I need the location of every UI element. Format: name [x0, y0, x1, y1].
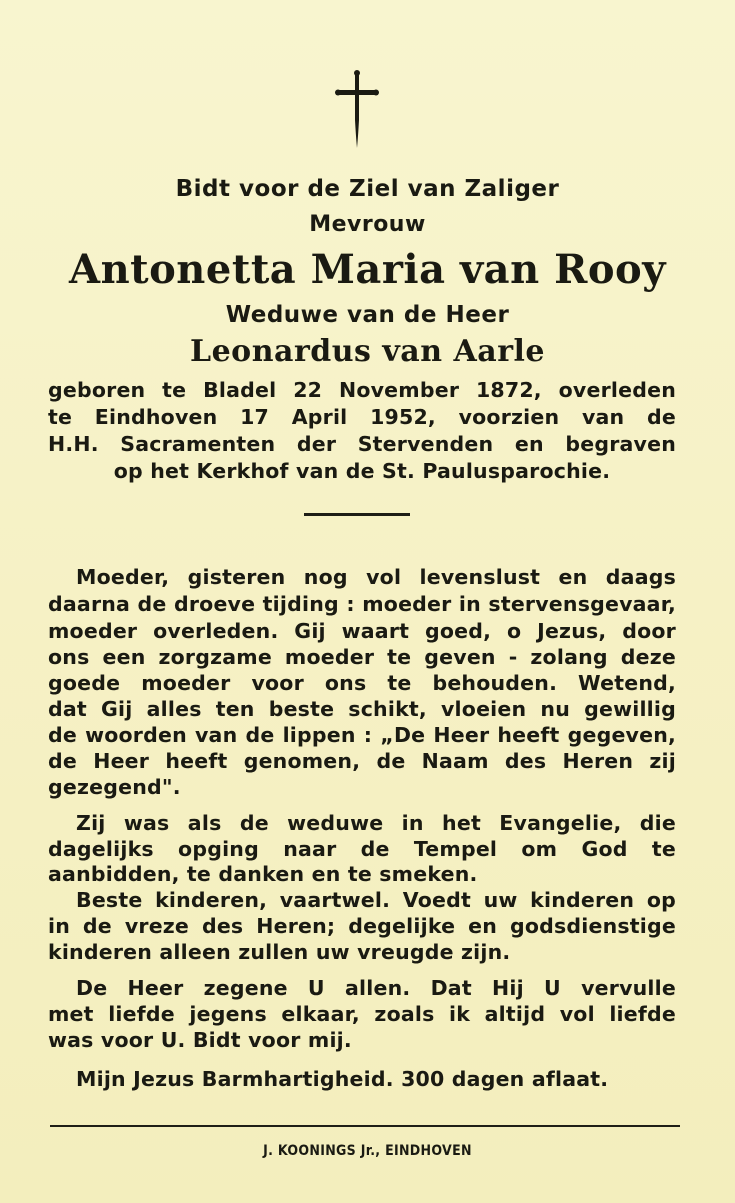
text-line: met liefde jegens elkaar, zoals ik altijd vol liefde — [48, 1002, 676, 1026]
text-line: in de vreze des Heren; degelijke en godsdienstige — [48, 914, 676, 938]
husband-name: Leonardus van Aarle — [190, 334, 545, 369]
relation-text: Weduwe van de Heer — [225, 302, 510, 328]
text-line: Zij was als de weduwe in het Evangelie, die — [76, 811, 676, 835]
divider — [304, 513, 410, 516]
text-line: kinderen alleen zullen uw vreugde zijn. — [48, 940, 511, 964]
text-line: dat Gij alles ten beste schikt, vloeien nu gewillig — [48, 697, 676, 721]
text-line: Moeder, gisteren nog vol levenslust en daags — [76, 565, 676, 589]
text-line: Mijn Jezus Barmhartigheid. 300 dagen aflaat. — [76, 1067, 609, 1091]
text-line: de Heer heeft genomen, de Naam des Heren zij — [48, 749, 676, 773]
text-line: aanbidden, te danken en te smeken. — [48, 862, 478, 886]
bio-line: op het Kerkhof van de St. Paulusparochie. — [113, 459, 611, 483]
bio-line: geboren te Bladel 22 November 1872, overleden — [48, 378, 676, 402]
text-line: daarna de droeve tijding : moeder in stervensgevaar, — [48, 592, 676, 616]
text-line: dagelijks opging naar de Tempel om God te — [48, 837, 676, 861]
text-line: moeder overleden. Gij waart goed, o Jezus, door — [48, 619, 676, 643]
bio-line: te Eindhoven 17 April 1952, voorzien van de — [48, 405, 676, 429]
footer-divider — [50, 1125, 680, 1127]
text-line: was voor U. Bidt voor mij. — [48, 1028, 352, 1052]
deceased-name: Antonetta Maria van Rooy — [69, 246, 666, 293]
text-line: De Heer zegene U allen. Dat Hij U vervulle — [76, 976, 676, 1000]
intro-text: Bidt voor de Ziel van Zaliger — [175, 176, 560, 202]
printer-credit: J. KOONINGS Jr., EINDHOVEN — [263, 1143, 472, 1159]
text-line: goede moeder voor ons te behouden. Wetend, — [48, 671, 676, 695]
title-word: Mevrouw — [309, 212, 426, 237]
cross-icon — [332, 70, 382, 150]
bio-line: H.H. Sacramenten der Stervenden en begraven — [48, 432, 676, 456]
text-line: ons een zorgzame moeder te geven - zolang deze — [48, 645, 676, 669]
text-line: gezegend". — [48, 775, 181, 799]
text-line: Beste kinderen, vaartwel. Voedt uw kinderen op — [76, 888, 676, 912]
text-line: de woorden van de lippen : „De Heer heeft gegeven, — [48, 723, 676, 747]
